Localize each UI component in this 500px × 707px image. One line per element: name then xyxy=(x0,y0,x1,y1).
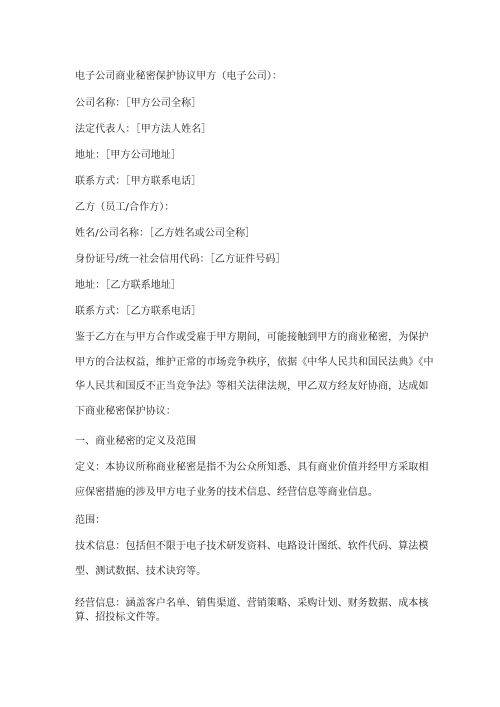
technical-info-paragraph: 技术信息：包括但不限于电子技术研发资料、电路设计图纸、软件代码、算法模型、测试数据、技术诀窍等。 xyxy=(75,541,429,577)
section-1-heading: 一、商业秘密的定义及范围 xyxy=(75,436,197,447)
party-a-legal-rep: 法定代表人：［甲方法人姓名］ xyxy=(75,124,212,135)
party-a-contact: 联系方式：［甲方联系电话］ xyxy=(75,176,202,187)
document-title: 电子公司商业秘密保护协议甲方（电子公司）： xyxy=(75,71,283,82)
scope-label: 范围： xyxy=(75,515,106,526)
party-a-address: 地址：［甲方公司地址］ xyxy=(75,150,182,161)
party-b-heading: 乙方（员工/合作方）： xyxy=(75,202,175,213)
party-b-contact: 联系方式：［乙方联系电话］ xyxy=(75,306,202,317)
business-info-paragraph: 经营信息：涵盖客户名单、销售渠道、营销策略、采购计划、财务数据、成本核算、招投标文件等。 xyxy=(75,598,429,623)
party-b-id-code: 身份证号/统一社会信用代码：［乙方证件号码］ xyxy=(75,254,286,265)
party-b-name: 姓名/公司名称：［乙方姓名或公司全称］ xyxy=(75,228,256,239)
party-b-address: 地址：［乙方联系地址］ xyxy=(75,280,182,291)
party-a-company-name: 公司名称：［甲方公司全称］ xyxy=(75,98,202,109)
preamble-paragraph: 鉴于乙方在与甲方合作或受雇于甲方期间，可能接触到甲方的商业秘密，为保护甲方的合法权益，维护正常的市场竞争秩序，依据《中华人民共和国民法典》《中华人民共和国反不正当竞争法》等相关法律法规，甲乙双方经友好协商，达成如下商业秘密保护协议： xyxy=(75,332,434,417)
definition-paragraph: 定义：本协议所称商业秘密是指不为公众所知悉、具有商业价值并经甲方采取相应保密措施的涉及甲方电子业务的技术信息、经营信息等商业信息。 xyxy=(75,462,429,498)
